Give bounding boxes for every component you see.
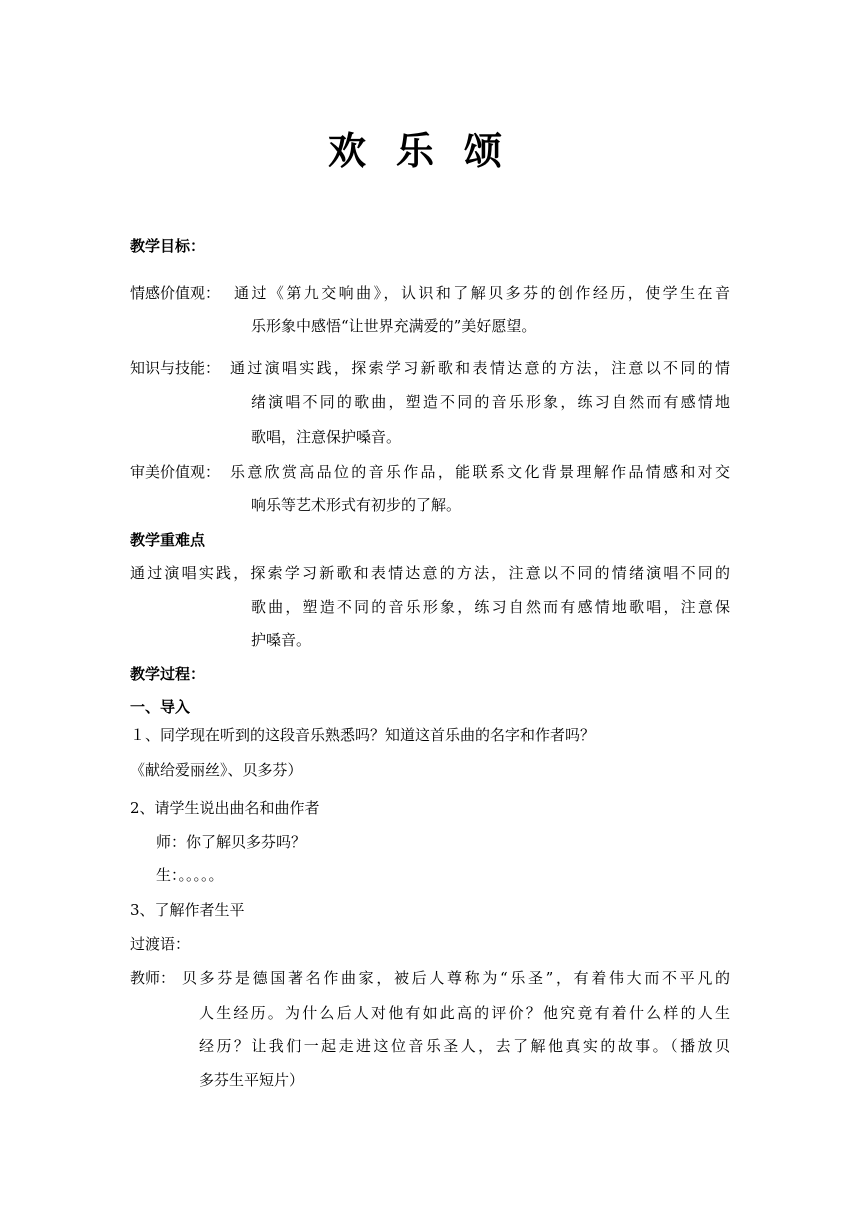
key-points-line-1: 通过演唱实践，探索学习新歌和表情达意的方法，注意以不同的情绪演唱不同的: [130, 564, 733, 582]
page-title: 欢乐颂: [327, 129, 532, 173]
aesthetic-line-2: 响乐等艺术形式有初步的了解。: [251, 496, 462, 514]
intro-item-3: 3、了解作者生平: [130, 901, 245, 919]
emotion-label: 情感价值观：: [130, 284, 221, 302]
intro-item-2: 2、请学生说出曲名和曲作者: [130, 799, 320, 817]
intro-item-1-answer: 《献给爱丽丝》、贝多芬）: [130, 761, 303, 779]
objectives-heading: 教学目标：: [130, 237, 206, 255]
aesthetic-label: 审美价值观：: [130, 463, 221, 481]
teacher-line-1: 贝多芬是德国著名作曲家，被后人尊称为“乐圣”，有着伟大而不平凡的: [182, 969, 733, 987]
key-points-heading: 教学重难点: [130, 531, 206, 549]
key-points-line-3: 护嗓音。: [251, 631, 312, 649]
process-heading: 教学过程：: [130, 665, 206, 683]
skills-line-3: 歌唱，注意保护嗓音。: [251, 428, 402, 446]
emotion-line-2: 乐形象中感悟“让世界充满爱的”美好愿望。: [251, 317, 537, 335]
transition-label: 过渡语：: [130, 935, 191, 953]
section-1-heading: 一、导入: [130, 698, 191, 716]
student-answer: 生：。。。。。: [156, 866, 224, 884]
emotion-line-1: 通过《第九交响曲》，认识和了解贝多芬的创作经历，使学生在音: [234, 284, 733, 302]
teacher-line-2: 人生经历。为什么后人对他有如此高的评价？他究竟有着什么样的人生: [199, 1004, 733, 1022]
aesthetic-line-1: 乐意欣赏高品位的音乐作品，能联系文化背景理解作品情感和对交: [230, 463, 733, 481]
skills-line-1: 通过演唱实践，探索学习新歌和表情达意的方法，注意以不同的情: [230, 359, 733, 377]
teacher-line-4: 多芬生平短片）: [199, 1071, 305, 1089]
intro-item-1: １、同学现在听到的这段音乐熟悉吗？知道这首乐曲的名字和作者吗？: [130, 726, 596, 744]
skills-line-2: 绪演唱不同的歌曲，塑造不同的音乐形象，练习自然而有感情地: [251, 393, 733, 411]
teacher-label: 教师：: [130, 969, 176, 987]
skills-label: 知识与技能：: [130, 359, 221, 377]
teacher-question: 师：你了解贝多芬吗？: [156, 833, 307, 851]
teacher-line-3: 经历？让我们一起走进这位音乐圣人，去了解他真实的故事。（播放贝: [199, 1037, 733, 1055]
key-points-line-2: 歌曲，塑造不同的音乐形象，练习自然而有感情地歌唱，注意保: [251, 598, 733, 616]
